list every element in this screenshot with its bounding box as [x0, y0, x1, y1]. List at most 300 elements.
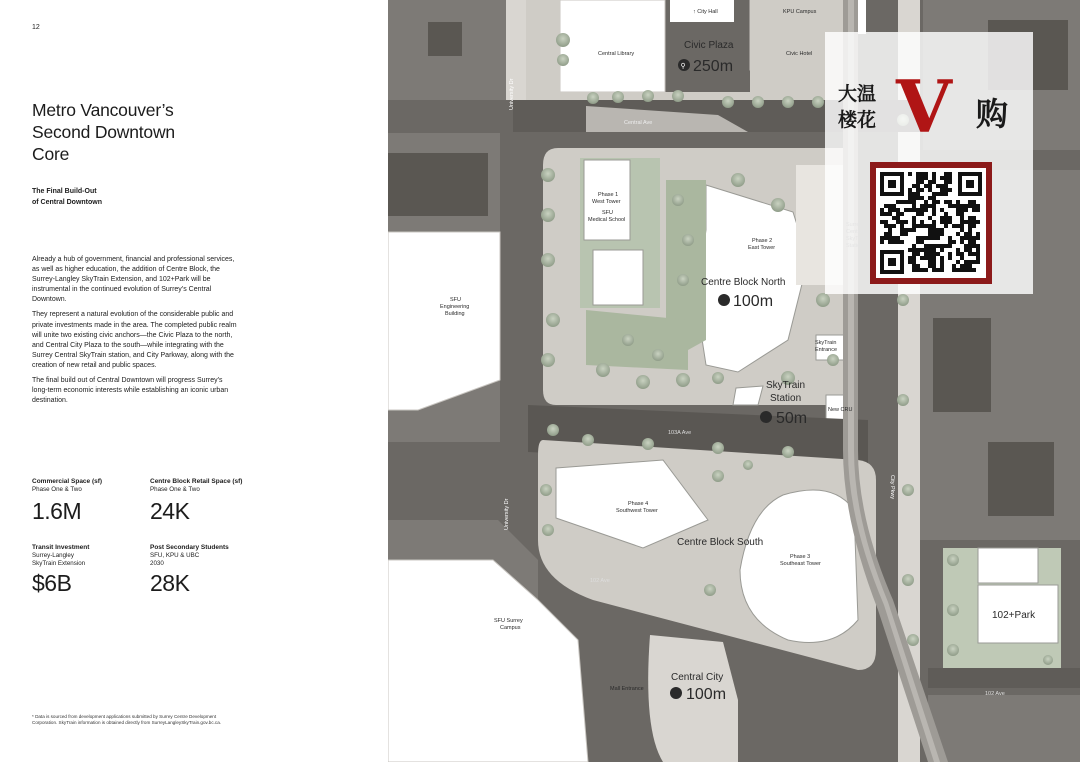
qr-module	[972, 204, 976, 208]
title-line: Second Downtown	[32, 122, 175, 142]
qr-module	[924, 236, 928, 240]
qr-module	[920, 172, 924, 176]
tree	[541, 168, 555, 182]
qr-module	[964, 220, 968, 224]
qr-module	[904, 200, 908, 204]
qr-module	[964, 208, 968, 212]
qr-module	[940, 244, 944, 248]
qr-module	[896, 216, 900, 220]
qr-module	[920, 196, 924, 200]
map-label-civic-plaza-dist: 250m	[693, 58, 734, 75]
qr-module	[936, 192, 940, 196]
qr-module	[944, 200, 948, 204]
qr-module	[888, 208, 892, 212]
qr-module	[952, 204, 956, 208]
qr-module	[892, 204, 896, 208]
qr-module	[964, 244, 968, 248]
qr-module	[936, 244, 940, 248]
qr-module	[960, 204, 964, 208]
site-map-svg	[388, 0, 1080, 762]
tree	[557, 54, 569, 66]
qr-module	[916, 240, 920, 244]
qr-module	[932, 204, 936, 208]
qr-module	[968, 220, 972, 224]
qr-module	[928, 216, 932, 220]
stat-retail-space	[150, 478, 242, 524]
qr-module	[944, 220, 948, 224]
tree	[897, 294, 909, 306]
qr-module	[948, 256, 952, 260]
stat-sub: SFU, KPU & UBC	[150, 552, 200, 559]
qr-module	[916, 236, 920, 240]
qr-module	[964, 232, 968, 236]
qr-module	[920, 176, 924, 180]
qr-module	[976, 244, 980, 248]
tree	[947, 604, 959, 616]
qr-module	[912, 204, 916, 208]
qr-module	[976, 236, 980, 240]
qr-module	[944, 184, 948, 188]
qr-module	[900, 232, 904, 236]
stat-value: 28K	[150, 570, 190, 596]
map-label-phase4-b: Southwest Tower	[616, 508, 658, 514]
stat-sub: Phase One & Two	[150, 486, 200, 493]
qr-module	[968, 232, 972, 236]
qr-module	[912, 196, 916, 200]
qr-module	[932, 232, 936, 236]
qr-module	[916, 188, 920, 192]
qr-module	[960, 224, 964, 228]
qr-module	[924, 252, 928, 256]
qr-module	[880, 236, 884, 240]
qr-module	[928, 252, 932, 256]
qr-module	[968, 252, 972, 256]
qr-module	[968, 260, 972, 264]
qr-module	[916, 264, 920, 268]
building	[933, 318, 991, 412]
qr-module	[916, 180, 920, 184]
qr-module	[940, 256, 944, 260]
tree	[652, 349, 664, 361]
qr-module	[900, 228, 904, 232]
qr-module	[932, 212, 936, 216]
qr-module	[924, 244, 928, 248]
footnote: * Data is sourced from development applications submitted by Surrey Centre Development Corporation. SkyTrain information is obtained directly from SurreyLangleySkyTrain.gov.bc.ca.	[32, 714, 222, 725]
stat-commercial-space	[32, 478, 102, 524]
qr-module	[932, 220, 936, 224]
qr-module	[904, 208, 908, 212]
qr-module	[964, 236, 968, 240]
qr-module	[916, 268, 920, 272]
phase1-podium	[593, 250, 643, 305]
qr-module	[964, 260, 968, 264]
site-map	[388, 0, 1080, 762]
map-label-university-dr-n: University Dr	[509, 78, 515, 110]
qr-module	[972, 240, 976, 244]
qr-module	[912, 248, 916, 252]
qr-module	[924, 184, 928, 188]
map-label-mall-entrance: Mall Entrance	[610, 686, 644, 692]
subtitle-line: of Central Downtown	[32, 199, 102, 206]
tree	[636, 375, 650, 389]
qr-module	[908, 200, 912, 204]
text-column	[0, 0, 388, 762]
qr-module	[900, 240, 904, 244]
tree	[642, 90, 654, 102]
qr-module	[884, 224, 888, 228]
qr-module	[924, 172, 928, 176]
qr-module	[924, 256, 928, 260]
qr-module	[908, 208, 912, 212]
qr-module	[960, 220, 964, 224]
qr-module	[976, 220, 980, 224]
map-label-city-pkwy: City Pkwy	[889, 475, 895, 500]
map-label-phase3-b: Southeast Tower	[780, 561, 821, 567]
map-label-central-city: Central City	[671, 672, 724, 683]
qr-module	[896, 236, 900, 240]
qr-module	[932, 248, 936, 252]
qr-module	[948, 220, 952, 224]
tree	[541, 253, 555, 267]
tree	[731, 173, 745, 187]
qr-module	[912, 220, 916, 224]
qr-module	[960, 236, 964, 240]
qr-module	[920, 224, 924, 228]
qr-module	[916, 184, 920, 188]
qr-module	[972, 236, 976, 240]
tree	[672, 194, 684, 206]
qr-module	[892, 236, 896, 240]
qr-module	[936, 236, 940, 240]
tree	[907, 634, 919, 646]
tree	[676, 373, 690, 387]
qr-module	[936, 232, 940, 236]
qr-module	[960, 212, 964, 216]
stat-value: 24K	[150, 498, 190, 524]
map-label-102-park: 102+Park	[992, 610, 1036, 621]
map-label-phase1-b: West Tower	[592, 199, 621, 205]
qr-module	[940, 176, 944, 180]
qr-module	[956, 224, 960, 228]
map-label-station-dist: 50m	[776, 410, 808, 427]
qr-module	[968, 216, 972, 220]
stat-value: $6B	[32, 570, 72, 596]
qr-module	[928, 264, 932, 268]
tree	[902, 574, 914, 586]
qr-module	[896, 212, 900, 216]
qr-module	[960, 256, 964, 260]
tree	[642, 438, 654, 450]
qr-module	[924, 224, 928, 228]
watermark-text-b: 楼花	[838, 109, 877, 131]
map-label-civic-hotel: Civic Hotel	[786, 51, 813, 57]
tree	[672, 90, 684, 102]
qr-module	[932, 268, 936, 272]
qr-module	[964, 248, 968, 252]
qr-module	[972, 216, 976, 220]
qr-module	[944, 176, 948, 180]
qr-module	[940, 208, 944, 212]
qr-module	[880, 212, 884, 216]
qr-module	[948, 200, 952, 204]
walking-icon	[718, 294, 730, 306]
qr-module	[916, 192, 920, 196]
qr-module	[960, 240, 964, 244]
qr-module	[928, 196, 932, 200]
qr-module	[916, 196, 920, 200]
tree	[712, 442, 724, 454]
map-label-central-ave: Central Ave	[624, 120, 653, 126]
qr-module	[916, 172, 920, 176]
tree	[587, 92, 599, 104]
qr-module	[908, 188, 912, 192]
tree	[541, 208, 555, 222]
map-label-phase4-a: Phase 4	[628, 501, 649, 507]
qr-module	[956, 208, 960, 212]
qr-module	[948, 236, 952, 240]
qr-module	[892, 208, 896, 212]
qr-module	[940, 216, 944, 220]
tree	[902, 484, 914, 496]
map-label-103a-ave: 103A Ave	[668, 430, 692, 436]
qr-module	[952, 240, 956, 244]
qr-module	[944, 188, 948, 192]
qr-module	[916, 248, 920, 252]
qr-module	[912, 256, 916, 260]
tree	[1043, 655, 1053, 665]
qr-module	[884, 212, 888, 216]
qr-module	[972, 208, 976, 212]
tree	[816, 293, 830, 307]
stat-transit-investment	[32, 544, 89, 596]
qr-module	[888, 224, 892, 228]
map-label-new-cru: New CRU	[828, 407, 853, 413]
qr-module	[948, 244, 952, 248]
qr-module	[916, 208, 920, 212]
tree	[704, 584, 716, 596]
sfu-engineering-building	[388, 232, 500, 410]
qr-module	[940, 220, 944, 224]
qr-module	[932, 252, 936, 256]
qr-module	[888, 232, 892, 236]
qr-module	[916, 176, 920, 180]
qr-module	[928, 256, 932, 260]
qr-module	[932, 256, 936, 260]
qr-module	[936, 252, 940, 256]
tree	[596, 363, 610, 377]
qr-module	[920, 256, 924, 260]
qr-module	[896, 240, 900, 244]
tree	[556, 33, 570, 47]
qr-module	[972, 200, 976, 204]
qr-module	[920, 236, 924, 240]
qr-module	[880, 208, 884, 212]
qr-module	[936, 200, 940, 204]
map-label-skytrain-entrance-a: SkyTrain	[815, 340, 837, 346]
tree	[542, 524, 554, 536]
qr-module	[960, 264, 964, 268]
map-label-phase2-b: East Tower	[748, 245, 776, 251]
qr-module	[948, 176, 952, 180]
qr-module	[912, 264, 916, 268]
qr-module	[968, 264, 972, 268]
qr-module	[920, 240, 924, 244]
qr-module	[900, 212, 904, 216]
qr-module	[892, 224, 896, 228]
map-label-sfu-med-b: Medical School	[588, 217, 626, 223]
qr-module	[948, 252, 952, 256]
stat-label: Transit Investment	[32, 544, 90, 551]
qr-module	[932, 236, 936, 240]
qr-module	[940, 260, 944, 264]
tree	[897, 394, 909, 406]
qr-module	[940, 184, 944, 188]
qr-module	[924, 208, 928, 212]
qr-module	[976, 248, 980, 252]
qr-module	[972, 224, 976, 228]
qr-module	[956, 248, 960, 252]
qr-module	[936, 268, 940, 272]
qr-module	[884, 204, 888, 208]
map-label-sfu-eng-b: Engineering	[440, 304, 470, 310]
tree	[947, 554, 959, 566]
qr-module	[952, 268, 956, 272]
qr-module	[912, 224, 916, 228]
qr-module	[892, 216, 896, 220]
map-label-kpu-campus: KPU Campus	[783, 9, 817, 15]
qr-module	[912, 268, 916, 272]
qr-module	[968, 236, 972, 240]
qr-module	[932, 224, 936, 228]
qr-module	[956, 200, 960, 204]
qr-module	[916, 224, 920, 228]
tree	[547, 424, 559, 436]
qr-module	[940, 268, 944, 272]
qr-module	[968, 248, 972, 252]
qr-module	[972, 252, 976, 256]
qr-module	[904, 232, 908, 236]
qr-module	[964, 204, 968, 208]
body-text	[32, 255, 237, 411]
qr-module	[968, 204, 972, 208]
map-label-skytrain: SkyTrain	[766, 380, 806, 391]
qr-module	[932, 176, 936, 180]
walker-glyph: ⚲	[680, 63, 686, 70]
qr-module	[948, 172, 952, 176]
qr-module	[932, 228, 936, 232]
qr-module	[928, 228, 932, 232]
qr-module	[940, 188, 944, 192]
qr-module	[884, 232, 888, 236]
qr-module	[944, 244, 948, 248]
tree	[682, 234, 694, 246]
map-label-station: Station	[770, 393, 802, 404]
stat-sub: SkyTrain Extension	[32, 560, 86, 567]
park-pavilion	[978, 548, 1038, 583]
tree	[752, 96, 764, 108]
qr-module	[976, 260, 980, 264]
qr-module	[932, 200, 936, 204]
qr-module	[908, 248, 912, 252]
qr-module	[908, 192, 912, 196]
paragraph: The final build out of Central Downtown will progress Surrey’s long-term economic interests while establishing an iconic urban destination.	[32, 377, 229, 405]
tree	[582, 434, 594, 446]
qr-module	[928, 224, 932, 228]
map-label-sfu-eng-c: Building	[445, 311, 465, 317]
qr-module	[932, 180, 936, 184]
walking-icon	[760, 411, 772, 423]
watermark-text-a: 大温	[838, 83, 877, 105]
qr-module	[956, 212, 960, 216]
qr-module	[956, 204, 960, 208]
map-label-102-ave-e: 102 Ave	[985, 691, 1005, 697]
qr-code	[870, 162, 992, 284]
qr-module	[900, 200, 904, 204]
tree	[622, 334, 634, 346]
map-label-central-city-dist: 100m	[686, 686, 727, 703]
qr-module	[976, 232, 980, 236]
qr-module	[952, 224, 956, 228]
qr-module	[912, 184, 916, 188]
qr-module	[900, 224, 904, 228]
qr-module	[880, 240, 884, 244]
qr-module	[944, 180, 948, 184]
tree	[612, 91, 624, 103]
qr-module	[888, 212, 892, 216]
map-label-civic-plaza: Civic Plaza	[684, 40, 734, 51]
qr-module	[968, 200, 972, 204]
title-line: Metro Vancouver’s	[32, 100, 174, 120]
qr-module	[928, 184, 932, 188]
qr-module	[920, 204, 924, 208]
qr-module	[916, 212, 920, 216]
tree	[743, 460, 753, 470]
tree	[677, 274, 689, 286]
qr-module	[976, 256, 980, 260]
qr-module	[968, 244, 972, 248]
qr-module	[920, 212, 924, 216]
qr-module	[920, 268, 924, 272]
map-label-centre-block-north: Centre Block North	[701, 277, 786, 288]
qr-module	[904, 228, 908, 232]
qr-module	[896, 200, 900, 204]
map-label-sfu-med-a: SFU	[602, 210, 613, 216]
qr-module	[960, 252, 964, 256]
qr-module	[932, 208, 936, 212]
qr-module	[972, 220, 976, 224]
qr-module	[908, 172, 912, 176]
qr-module	[912, 260, 916, 264]
watermark-v: V	[896, 64, 952, 149]
tree	[947, 644, 959, 656]
qr-module	[976, 204, 980, 208]
tree	[782, 446, 794, 458]
building	[388, 153, 488, 216]
map-label-sfu-surrey-a: SFU Surrey	[494, 618, 523, 624]
tree	[771, 198, 785, 212]
qr-module	[912, 192, 916, 196]
stat-sub: Surrey-Langley	[32, 552, 74, 559]
page-title	[32, 99, 362, 165]
subtitle-line: The Final Build-Out	[32, 188, 97, 195]
qr-module	[904, 220, 908, 224]
qr-module	[912, 244, 916, 248]
qr-module	[928, 260, 932, 264]
stat-sub: Phase One & Two	[32, 486, 82, 493]
qr-module	[888, 228, 892, 232]
qr-module	[968, 268, 972, 272]
qr-module	[888, 236, 892, 240]
